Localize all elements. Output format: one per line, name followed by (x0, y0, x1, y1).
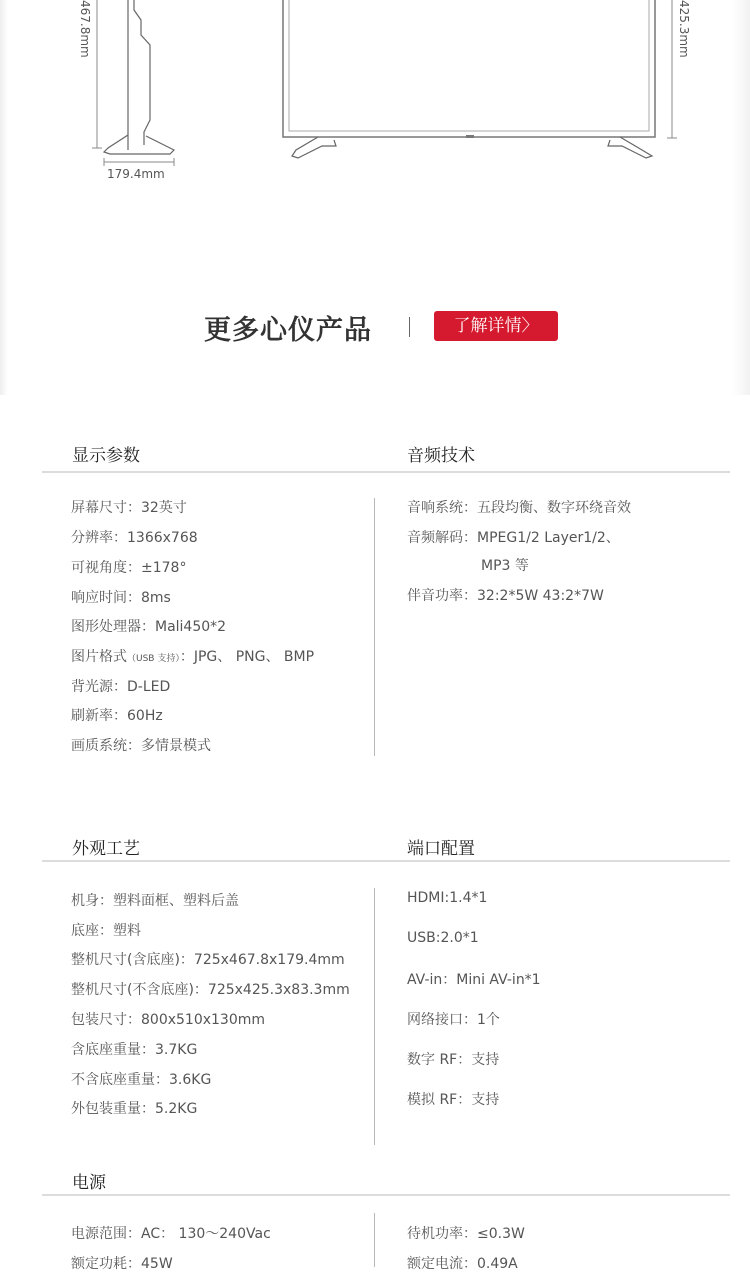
spec-rated-power: 额定功耗：45W (71, 1256, 173, 1272)
column-divider-3 (374, 1213, 375, 1267)
spec-audio-system: 音响系统：五段均衡、数字环绕音效 (407, 500, 631, 516)
spec-picture-system: 画质系统：多情景模式 (71, 738, 211, 754)
appearance-section-title: 外观工艺 (72, 839, 140, 859)
power-section-title: 电源 (72, 1173, 106, 1193)
spec-image-format (71, 646, 314, 666)
chevron-right-icon: 〉 (521, 316, 539, 336)
column-divider-2 (374, 888, 375, 1145)
height-label-without-stand: 425.3mm (677, 0, 691, 58)
spec-hdmi: HDMI:1.4*1 (407, 890, 488, 906)
spec-refresh-rate: 刷新率：60Hz (71, 708, 163, 724)
banner-separator (409, 317, 410, 337)
image-format-label: 图片格式 (71, 649, 127, 665)
banner-title: 更多心仪产品 (204, 315, 372, 346)
spec-usb: USB:2.0*1 (407, 930, 479, 946)
ports-section-title: 端口配置 (407, 839, 475, 859)
spec-audio-decoding-cont: MP3 等 (481, 558, 529, 574)
spec-response-time: 响应时间：8ms (71, 590, 171, 606)
spec-backlight: 背光源：D-LED (71, 679, 171, 695)
learn-more-button[interactable] (434, 311, 558, 341)
spec-av-in: AV-in：Mini AV-in*1 (407, 972, 541, 988)
spec-gpu: 图形处理器：Mali450*2 (71, 619, 227, 635)
image-format-value: ：JPG、 PNG、 BMP (179, 649, 315, 665)
spec-package-weight: 外包装重量：5.2KG (71, 1101, 198, 1117)
depth-label: 179.4mm (107, 167, 165, 181)
spec-size-with-base: 整机尺寸(含底座)：725x467.8x179.4mm (71, 952, 345, 968)
image-format-note: （USB 支持） (127, 654, 180, 664)
spec-sound-power: 伴音功率：32:2*5W 43:2*7W (407, 588, 604, 604)
spec-analog-rf: 模拟 RF：支持 (407, 1092, 500, 1108)
section-divider-1 (42, 471, 730, 473)
spec-power-range: 电源范围：AC： 130～240Vac (71, 1226, 271, 1242)
display-section-title: 显示参数 (72, 446, 140, 466)
spec-package-size: 包装尺寸：800x510x130mm (71, 1012, 266, 1028)
spec-screen-size: 屏幕尺寸：32英寸 (71, 500, 187, 516)
spec-size-without-base: 整机尺寸(不含底座)：725x425.3x83.3mm (71, 982, 350, 998)
spec-standby-power: 待机功率：≤0.3W (407, 1226, 525, 1242)
spec-viewing-angle: 可视角度：±178° (71, 560, 187, 576)
audio-section-title: 音频技术 (407, 446, 475, 466)
spec-rated-current: 额定电流：0.49A (407, 1256, 518, 1272)
height-label-with-stand: 467.8mm (78, 0, 92, 58)
spec-weight-with-base: 含底座重量：3.7KG (71, 1042, 198, 1058)
column-divider-1 (374, 498, 375, 756)
more-products-banner (0, 308, 750, 348)
section-divider-3 (42, 1194, 730, 1196)
spec-weight-without-base: 不含底座重量：3.6KG (71, 1072, 212, 1088)
spec-digital-rf: 数字 RF：支持 (407, 1052, 500, 1068)
learn-more-label: 了解详情 (453, 316, 522, 336)
spec-base: 底座：塑料 (71, 923, 141, 939)
spec-resolution: 分辨率：1366x768 (71, 530, 198, 546)
section-divider-2 (42, 860, 730, 862)
spec-audio-decoding: 音频解码：MPEG1/2 Layer1/2、 (407, 530, 620, 546)
spec-body: 机身：塑料面框、塑料后盖 (71, 893, 239, 909)
spec-network: 网络接口：1个 (407, 1012, 500, 1028)
